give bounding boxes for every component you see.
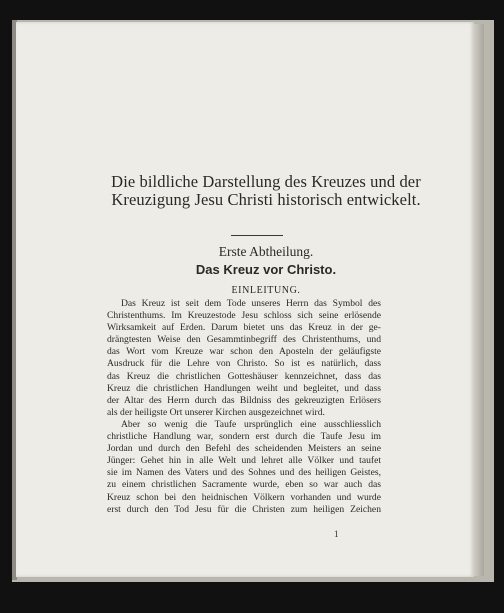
text-line: Ausdruck für die Lehre von Christo. So ist es natürlich, dass	[107, 358, 381, 370]
text-line: Aber so wenig die Taufe ursprünglich eine ausschliesslich	[121, 418, 381, 430]
text-line: Kreuz schon bei den heidnischen Völkern vorhanden und wurde	[107, 491, 381, 503]
intro-heading: EINLEITUNG.	[231, 285, 301, 296]
text-line: das Kreuz die christlichen Gotteshäuser kennzeichnet, dass das	[107, 370, 381, 382]
text-line: als der heiligste Ort unserer Kirchen ausgezeichnet wird.	[107, 406, 325, 418]
text-line: das Wort vom Kreuze war schon den Aposteln der geläufigste	[107, 346, 381, 358]
text-line: drängtesten Weise den Gesammtinbegriff des Christenthums, und	[107, 334, 381, 346]
text-line: Christenthums. Im Kreuzestode Jesu schloss sich seine erlösende	[107, 310, 381, 322]
page-edge	[474, 24, 484, 576]
page-number: 1	[334, 529, 339, 539]
book-page	[16, 22, 474, 577]
text-line: christliche Handlung war, sondern erst durch die Taufe Jesu im	[107, 431, 381, 443]
section-label: Erste Abtheilung.	[218, 244, 314, 259]
text-line: der Altar des Herrn durch das Bildniss des gekreuzigten Erlösers	[107, 394, 381, 406]
text-line: Jordan und durch den Befehl des scheidenden Meisters an seine	[107, 443, 381, 455]
page-title	[76, 173, 456, 209]
text-line: Jünger: Gehet hin in alle Welt und lehret alle Völker und taufet	[107, 455, 381, 467]
text-line: sie im Namen des Vaters und des Sohnes und des heiligen Geistes,	[107, 467, 381, 479]
title-line: Kreuzigung Jesu Christi historisch entwickelt.	[111, 190, 421, 209]
title-line: Die bildliche Darstellung des Kreuzes und der	[111, 172, 421, 191]
body-text	[107, 298, 381, 516]
title-divider	[231, 235, 283, 236]
chapter-title: Das Kreuz vor Christo.	[195, 262, 337, 277]
text-line: Kreuz die christlichen Handlungen weiht und begleitet, und dass	[107, 382, 381, 394]
text-line: zu einem christlichen Sacramente wurde, eben so war auch das	[107, 479, 381, 491]
text-line: Wirksamkeit auf Erden. Darum bietet uns das Kreuz in der ge-	[107, 322, 381, 334]
text-line: Das Kreuz ist seit dem Tode unseres Herrn das Symbol des	[121, 298, 381, 309]
text-line: erst durch den Tod Jesu für die Christen zum heiligen Zeichen	[107, 503, 381, 515]
